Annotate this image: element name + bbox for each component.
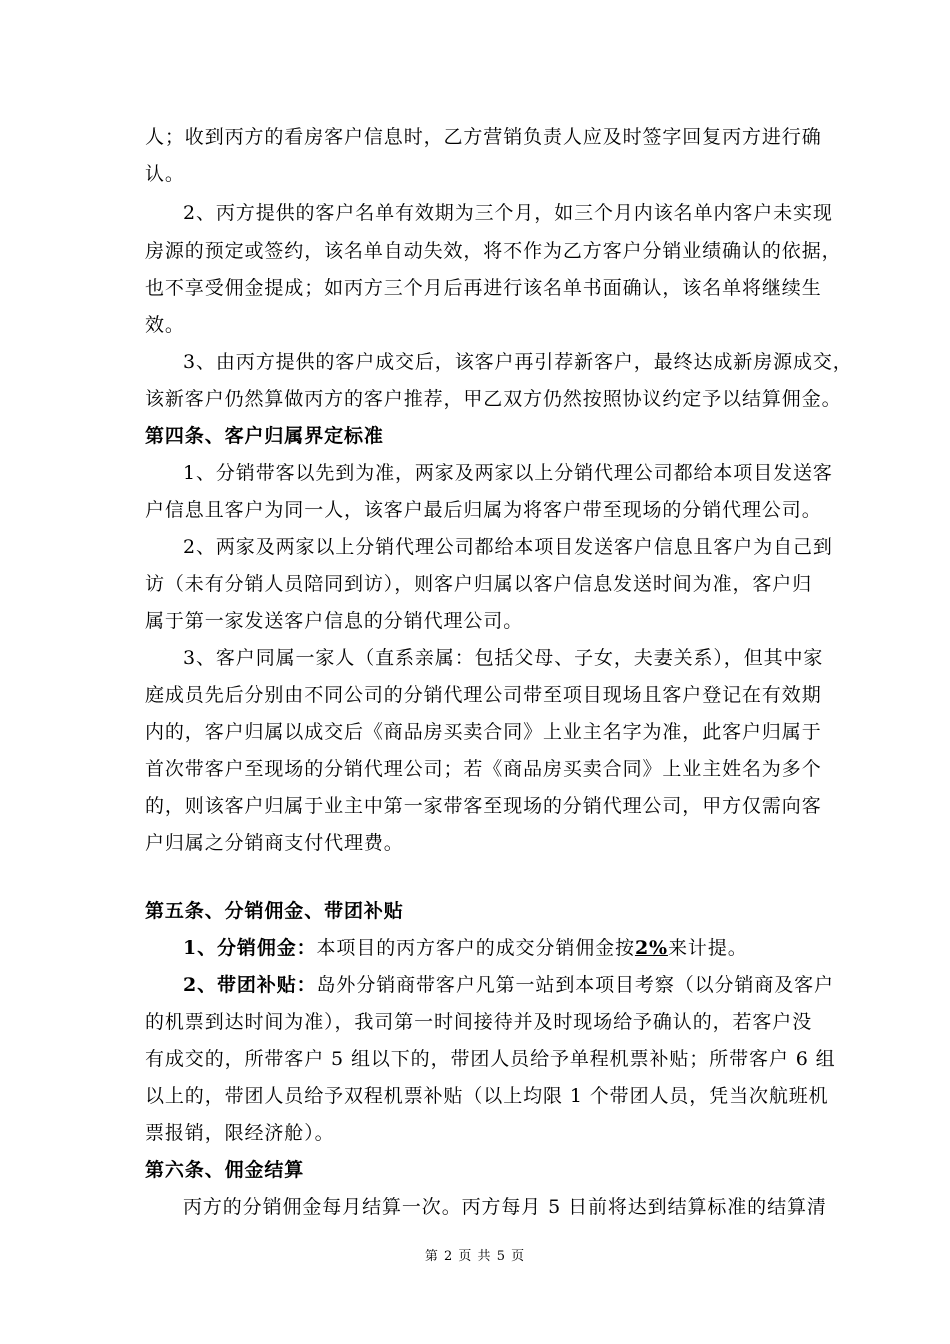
paragraph-line: 该新客户仍然算做丙方的客户推荐，甲乙双方仍然按照协议约定予以结算佣金。 — [145, 388, 842, 410]
paragraph-line: 的机票到达时间为准），我司第一时间接待并及时现场给予确认的，若客户没 — [145, 1011, 813, 1033]
paragraph-line: 访（未有分销人员陪同到访），则客户归属以客户信息发送时间为准，客户归 — [145, 573, 813, 595]
paragraph-line: 属于第一家发送客户信息的分销代理公司。 — [145, 610, 524, 632]
paragraph-line: 也不享受佣金提成；如丙方三个月后再进行该名单书面确认，该名单将继续生 — [145, 277, 822, 299]
paragraph-line: 的，则该客户归属于业主中第一家带客至现场的分销代理公司，甲方仅需向客 — [145, 795, 822, 817]
subsidy-line — [183, 973, 834, 997]
clause-3-line: 3、客户同属一家人（直系亲属：包括父母、子女，夫妻关系），但其中家 — [183, 647, 824, 669]
paragraph-line: 认。 — [145, 163, 185, 185]
paragraph-line: 房源的预定或签约，该名单自动失效，将不作为乙方客户分销业绩确认的依据， — [145, 240, 842, 262]
paragraph-line: 人；收到丙方的看房客户信息时，乙方营销负责人应及时签字回复丙方进行确 — [145, 126, 822, 148]
commission-rate: 2% — [634, 937, 669, 959]
paragraph-line: 庭成员先后分别由不同公司的分销代理公司带至项目现场且客户登记在有效期 — [145, 684, 822, 706]
paragraph-line: 丙方的分销佣金每月结算一次。丙方每月 5 日前将达到结算标准的结算清 — [183, 1196, 827, 1218]
paragraph-line: 户归属之分销商支付代理费。 — [145, 832, 404, 854]
paragraph-line: 有成交的，所带客户 5 组以下的，带团人员给予单程机票补贴；所带客户 6 组 — [145, 1048, 836, 1070]
clause-2-line: 2、丙方提供的客户名单有效期为三个月，如三个月内该名单内客户未实现 — [183, 202, 833, 224]
commission-text-end: 来计提。 — [668, 937, 748, 959]
section-heading-4: 第四条、客户归属界定标准 — [145, 425, 384, 447]
clause-1-line: 1、分销带客以先到为准，两家及两家以上分销代理公司都给本项目发送客 — [183, 462, 833, 484]
subsidy-text: 岛外分销商带客户凡第一站到本项目考察（以分销商及客户 — [316, 974, 834, 996]
subsidy-label: 2、带团补贴： — [183, 974, 317, 996]
commission-line — [183, 936, 748, 960]
commission-text: 本项目的丙方客户的成交分销佣金按 — [316, 937, 635, 959]
paragraph-line: 内的，客户归属以成交后《商品房买卖合同》上业主名字为准，此客户归属于 — [145, 721, 822, 743]
paragraph-line: 效。 — [145, 314, 185, 336]
paragraph-line: 票报销，限经济舱）。 — [145, 1122, 335, 1144]
paragraph-line: 户信息且客户为同一人，该客户最后归属为将客户带至现场的分销代理公司。 — [145, 499, 822, 521]
paragraph-line: 首次带客户至现场的分销代理公司；若《商品房买卖合同》上业主姓名为多个 — [145, 758, 822, 780]
clause-3-line: 3、由丙方提供的客户成交后，该客户再引荐新客户，最终达成新房源成交， — [183, 351, 853, 373]
section-heading-5: 第五条、分销佣金、带团补贴 — [145, 900, 404, 922]
section-heading-6: 第六条、佣金结算 — [145, 1159, 305, 1181]
page-footer: 第 2 页 共 5 页 — [424, 1249, 526, 1264]
paragraph-line: 以上的，带团人员给予双程机票补贴（以上均限 1 个带团人员，凭当次航班机 — [145, 1085, 829, 1107]
clause-2-line: 2、两家及两家以上分销代理公司都给本项目发送客户信息且客户为自己到 — [183, 536, 833, 558]
commission-label: 1、分销佣金： — [183, 937, 317, 959]
